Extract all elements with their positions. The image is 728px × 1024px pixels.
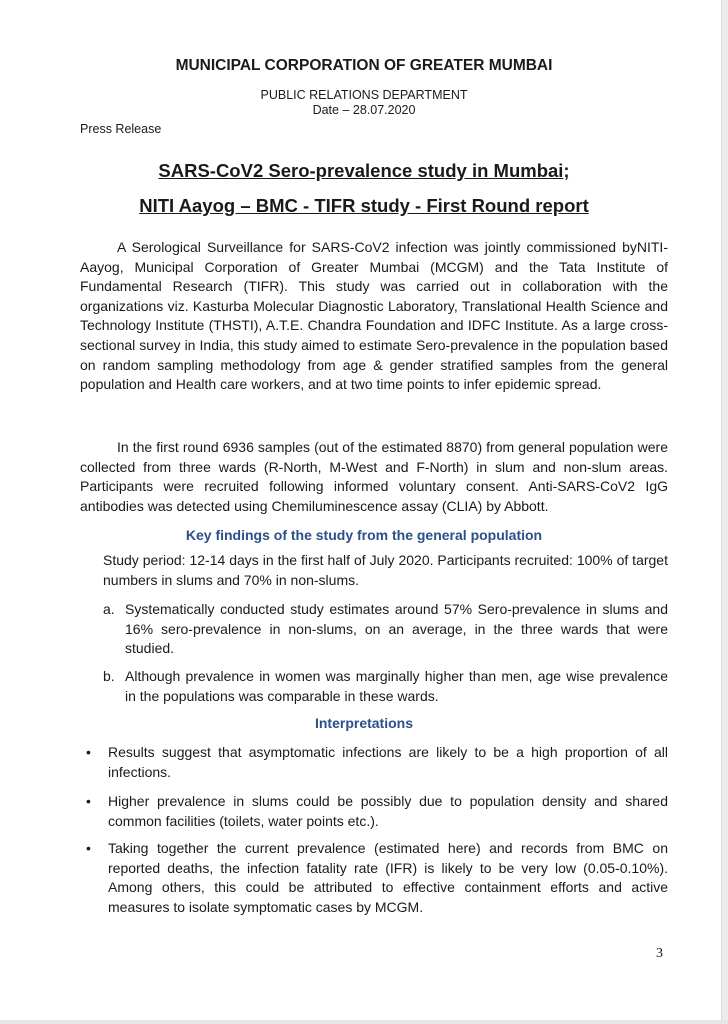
- release-date: Date – 28.07.2020: [312, 103, 416, 117]
- department-name: PUBLIC RELATIONS DEPARTMENT: [260, 88, 468, 102]
- interpretation-text: Higher prevalence in slums could be possibly due to population density and shared common facilities (toilets, water points etc.).: [108, 793, 668, 829]
- bullet-icon: •: [86, 793, 91, 809]
- sampling-paragraph: In the first round 6936 samples (out of the estimated 8870) from general population were collected from three wards (R-North, M-West and F-North) in slum and non-slum areas. Participants were recruited following informed voluntary consent. Anti-SARS-CoV2 IgG antibodies was detected using Chemiluminescence assay (CLIA) by Abbott.: [80, 439, 668, 514]
- interpretations-heading: Interpretations: [314, 715, 413, 731]
- finding-text: Although prevalence in women was marginally higher than men, age wise prevalence in the populations was comparable in these wards.: [125, 668, 668, 704]
- bullet-icon: •: [86, 744, 91, 760]
- page-edge-right: [721, 0, 728, 1024]
- list-marker: a.: [103, 601, 115, 617]
- list-marker: b.: [103, 668, 115, 684]
- page-number: 3: [656, 946, 663, 961]
- finding-text: Systematically conducted study estimates around 57% Sero-prevalence in slums and 16% sero-prevalence in non-slums, on an average, in the three wards that were studied.: [125, 601, 668, 657]
- title-line-1: SARS-CoV2 Sero-prevalence study in Mumbai;: [158, 160, 570, 181]
- finding-item-a: [103, 600, 668, 659]
- interpretation-item: [86, 743, 668, 782]
- finding-item-b: [103, 667, 668, 706]
- page-edge-bottom: [0, 1020, 728, 1024]
- interpretation-item: [86, 839, 668, 917]
- document-type: Press Release: [80, 122, 162, 136]
- interpretation-text: Results suggest that asymptomatic infections are likely to be a high proportion of all infections.: [108, 744, 668, 780]
- interpretation-item: [86, 792, 668, 831]
- title-line-2: NITI Aayog – BMC - TIFR study - First Round report: [139, 195, 589, 216]
- intro-paragraph: A Serological Surveillance for SARS-CoV2 infection was jointly commissioned byNITI-Aayog, Municipal Corporation of Greater Mumbai (MCGM) and the Tata Institute of Fundamental Research (TIFR). This study was carried out in collaboration with the organizations viz. Kasturba Molecular Diagnostic Laboratory, Translational Health Science and Technology Institute (THSTI), A.T.E. Chandra Foundation and IDFC Institute. As a large cross-sectional survey in India, this study aimed to estimate Sero-prevalence in the population based on random sampling methodology from age & gender stratified samples from the general population and Health care workers, and at two time points to infer epidemic spread.: [80, 239, 668, 393]
- organization-name: MUNICIPAL CORPORATION OF GREATER MUMBAI: [175, 57, 553, 74]
- interpretation-text: Taking together the current prevalence (estimated here) and records from BMC on reported deaths, the infection fatality rate (IFR) is likely to be very low (0.05-0.10%). Among others, this could be attributed to effective containment efforts and active measures to isolate symptomatic cases by MCGM.: [108, 840, 668, 915]
- study-period-text: Study period: 12-14 days in the first half of July 2020. Participants recruited: 100% of target numbers in slums and 70% in non-slums.: [103, 552, 668, 588]
- key-findings-heading: Key findings of the study from the general population: [185, 527, 543, 543]
- bullet-icon: •: [86, 840, 91, 856]
